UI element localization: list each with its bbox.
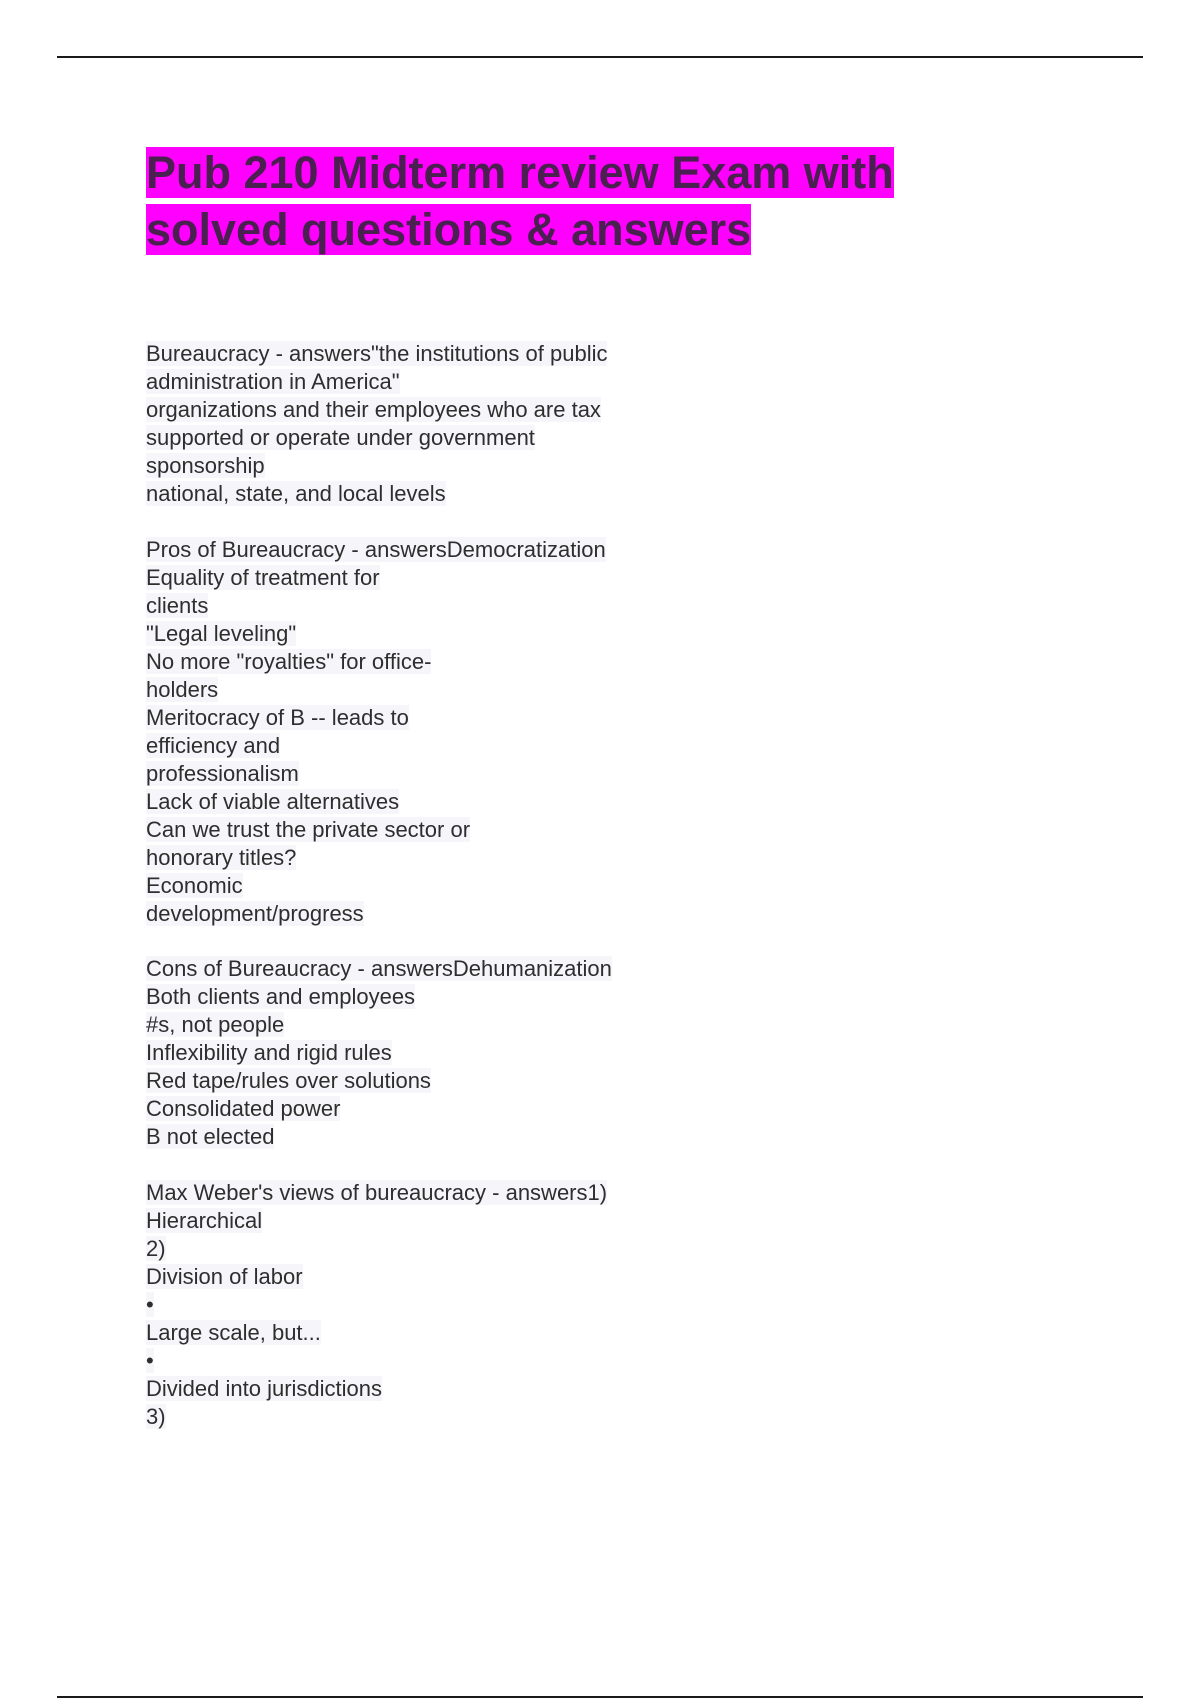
qa-line-text: Bureaucracy - answers"the institutions of public <box>146 341 608 366</box>
qa-list <box>146 340 706 1458</box>
qa-answer-line <box>146 844 706 872</box>
qa-answer-line <box>146 1403 706 1431</box>
qa-answer-line <box>146 788 706 816</box>
qa-line-text: professionalism <box>146 760 299 786</box>
qa-line-text: #s, not people <box>146 1012 285 1037</box>
qa-line-text: Meritocracy of B -- leads to <box>146 704 409 730</box>
qa-line-text: Division of labor <box>146 1263 303 1289</box>
title-line-1: Pub 210 Midterm review Exam with <box>146 147 894 198</box>
qa-line-text: Divided into jurisdictions <box>146 1375 382 1401</box>
qa-answer-line <box>146 676 706 704</box>
qa-question-line <box>146 1179 706 1207</box>
qa-line-text: Cons of Bureaucracy - answersDehumanization <box>146 956 612 981</box>
qa-line-text: Max Weber's views of bureaucracy - answers1) <box>146 1179 608 1205</box>
qa-line-text: "Legal leveling" <box>146 620 297 646</box>
qa-answer-line <box>146 592 706 620</box>
qa-entry <box>146 955 706 1151</box>
qa-answer-line <box>146 704 706 732</box>
qa-entry <box>146 536 706 928</box>
qa-line-text: holders <box>146 676 219 702</box>
qa-line-text: development/progress <box>146 900 364 926</box>
qa-answer-line <box>146 1207 706 1235</box>
qa-answer-line <box>146 480 706 508</box>
qa-answer-line <box>146 1319 706 1347</box>
qa-line-text: efficiency and <box>146 732 281 758</box>
qa-line-text: 3) <box>146 1403 166 1429</box>
qa-line-text: Economic <box>146 872 243 898</box>
qa-answer-line <box>146 396 706 424</box>
qa-line-text: No more "royalties" for office- <box>146 648 432 674</box>
qa-line-text: Consolidated power <box>146 1096 341 1121</box>
qa-line-text: Red tape/rules over solutions <box>146 1068 431 1093</box>
qa-answer-line <box>146 424 706 452</box>
qa-line-text: administration in America" <box>146 369 400 394</box>
qa-line-text: organizations and their employees who are tax <box>146 397 601 422</box>
document-title <box>146 144 986 258</box>
qa-line-text: Large scale, but... <box>146 1319 321 1345</box>
qa-line-text: • <box>146 1347 154 1373</box>
qa-answer-line <box>146 900 706 928</box>
qa-answer-line <box>146 1291 706 1319</box>
qa-answer-line <box>146 760 706 788</box>
qa-answer-line <box>146 816 706 844</box>
qa-answer-line <box>146 564 706 592</box>
qa-line-text: clients <box>146 592 209 618</box>
qa-line-text: Lack of viable alternatives <box>146 788 400 814</box>
qa-answer-line <box>146 1347 706 1375</box>
qa-line-text: 2) <box>146 1235 166 1261</box>
qa-answer-line <box>146 648 706 676</box>
qa-question-line <box>146 955 706 983</box>
qa-answer-line <box>146 368 706 396</box>
qa-question-line <box>146 536 706 564</box>
qa-line-text: B not elected <box>146 1124 275 1149</box>
qa-line-text: Can we trust the private sector or <box>146 816 471 842</box>
qa-answer-line <box>146 1263 706 1291</box>
bottom-rule <box>57 1696 1143 1698</box>
qa-answer-line <box>146 1039 706 1067</box>
qa-line-text: supported or operate under government <box>146 425 535 450</box>
qa-line-text: sponsorship <box>146 453 265 478</box>
qa-answer-line <box>146 1375 706 1403</box>
qa-entry <box>146 1179 706 1431</box>
qa-entry <box>146 340 706 508</box>
qa-answer-line <box>146 1235 706 1263</box>
qa-line-text: Equality of treatment for <box>146 564 380 590</box>
qa-line-text: Hierarchical <box>146 1207 263 1233</box>
qa-answer-line <box>146 1123 706 1151</box>
qa-line-text: Inflexibility and rigid rules <box>146 1040 392 1065</box>
qa-answer-line <box>146 1011 706 1039</box>
qa-line-text: Pros of Bureaucracy - answersDemocratization <box>146 536 606 562</box>
qa-answer-line <box>146 1095 706 1123</box>
qa-question-line <box>146 340 706 368</box>
top-rule <box>57 56 1143 58</box>
qa-answer-line <box>146 452 706 480</box>
qa-answer-line <box>146 872 706 900</box>
qa-line-text: national, state, and local levels <box>146 481 446 506</box>
qa-answer-line <box>146 732 706 760</box>
qa-line-text: • <box>146 1291 154 1317</box>
qa-line-text: honorary titles? <box>146 844 297 870</box>
qa-line-text: Both clients and employees <box>146 984 416 1009</box>
qa-answer-line <box>146 620 706 648</box>
qa-answer-line <box>146 983 706 1011</box>
title-line-2: solved questions & answers <box>146 204 752 255</box>
qa-answer-line <box>146 1067 706 1095</box>
